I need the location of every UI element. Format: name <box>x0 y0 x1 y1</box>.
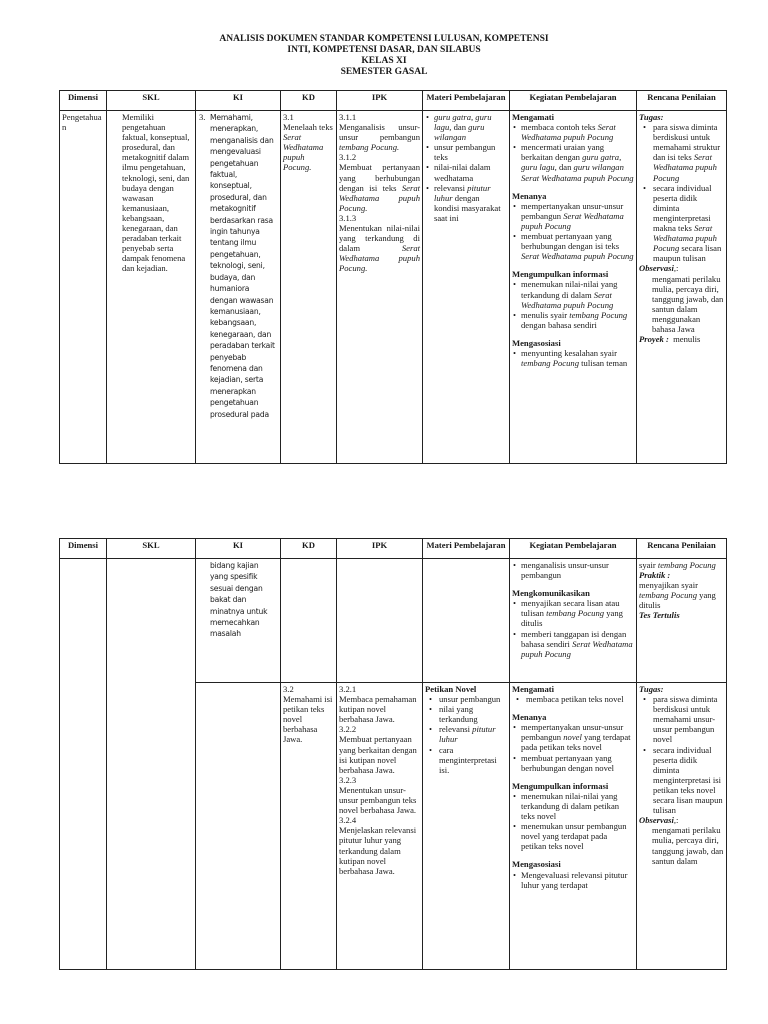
kd-cell <box>281 559 337 683</box>
materi-cell <box>423 559 510 683</box>
section-menanya: Menanya <box>512 190 547 201</box>
section-mengumpulkan: Mengumpulkan informasi <box>512 269 609 280</box>
analysis-table-2 <box>59 538 727 970</box>
observasi-label: Observasi <box>639 263 674 274</box>
header-kd: KD <box>281 91 337 111</box>
ki-text-continued: bidang kajian yang spesifik sesuai dengan bakat dan minatnya untuk memecahkan masalah <box>210 561 268 639</box>
table-header-row <box>60 91 727 111</box>
title-line-1: ANALISIS DOKUMEN STANDAR KOMPETENSI LULUSAN, KOMPETENSI <box>219 34 549 44</box>
list-item: • secara individual peserta didik diminta menginterpretasi makna teks Serat Wedhatama pupuh Pocung secara lisan maupun tulisan <box>653 183 724 264</box>
ipk-item: 3.2.1 Membaca pemahaman kutipan novel berbahasa Jawa. <box>339 684 417 725</box>
kegiatan-cell <box>510 559 637 683</box>
title-line-4: SEMESTER GASAL <box>340 67 428 77</box>
ki-number: 3. <box>199 112 206 122</box>
list-item: • membuat pertanyaan yang berhubungan dengan isi teks Serat Wedhatama pupuh Pocung <box>521 231 634 261</box>
kegiatan-cell <box>510 111 637 464</box>
dimensi-cell <box>60 559 107 970</box>
list-item: • unsur pembangun <box>439 694 507 704</box>
ki-cell <box>196 683 281 970</box>
section-mengasosiasi: Mengasosiasi <box>512 337 561 348</box>
header-kegiatan: Kegiatan Pembelajaran <box>510 91 637 111</box>
skl-cell <box>107 559 196 970</box>
ipk-item: 3.1.1 Menganalisis unsur-unsur pembangun tembang Pocung. <box>339 112 420 153</box>
list-item: • mencermati uraian yang berkaitan dengan guru gatra, guru lagu, dan guru wilangan Serat Wedhatama pupuh Pocung <box>521 142 634 182</box>
list-item: • secara individual peserta didik diminta menginterpretasi isi petikan teks novel secara lisan maupun tulisan <box>653 745 724 816</box>
skl-cell <box>107 111 196 464</box>
list-item: • menemukan unsur pembangun novel yang terdapat pada petikan teks novel <box>521 821 634 851</box>
list-item: • mempertanyakan unsur-unsur pembangun novel yang terdapat pada petikan teks novel <box>521 722 634 752</box>
table-row <box>60 111 727 464</box>
ipk-cell <box>337 559 423 683</box>
header-skl: SKL <box>107 539 196 559</box>
kd-cell <box>281 683 337 970</box>
header-materi: Materi Pembelajaran <box>423 539 510 559</box>
list-item: • menulis syair tembang Pocung dengan bahasa sendiri <box>521 310 634 330</box>
proyek-label: Proyek : <box>639 334 669 345</box>
header-rencana: Rencana Penilaian <box>637 91 727 111</box>
header-materi: Materi Pembelajaran <box>423 91 510 111</box>
ipk-cell <box>337 111 423 464</box>
kegiatan-cell <box>510 683 637 970</box>
kd-text: Menelaah teks <box>283 122 333 133</box>
header-ki: KI <box>196 539 281 559</box>
list-item: • menganalisis unsur-unsur pembangun <box>521 560 634 580</box>
section-mengamati: Mengamati <box>512 112 555 122</box>
list-item: • guru gatra, guru lagu, dan guru wilangan <box>434 112 507 142</box>
rencana-cell: Tugas: • para siswa diminta berdiskusi untuk memahami unsur-unsur pembangun novel • secara individual peserta didik diminta menginterpretasi isi petikan teks novel secara lisan maupun tulisan Observasi,: mengamati perilaku mulia, percaya diri, tanggung jawab, dan santun dalam <box>637 683 727 970</box>
document-title <box>0 34 768 78</box>
header-dimensi: Dimensi <box>60 539 107 559</box>
list-item: • unsur pembangun teks <box>434 142 507 162</box>
ki-cell <box>196 559 281 683</box>
list-item: • Mengevaluasi relevansi pitutur luhur yang terdapat <box>521 870 634 890</box>
list-item: • membuat pertanyaan yang berhubungan dengan novel <box>521 753 634 773</box>
tugas-label: Tugas: <box>639 684 664 694</box>
list-item: • nilai-nilai dalam wedhatama <box>434 162 507 182</box>
kd-number: 3.2 <box>283 684 294 694</box>
list-item: • memberi tanggapan isi dengan bahasa sendiri Serat Wedhatama pupuh Pocung <box>521 629 634 659</box>
dimensi-text: Pengetahuan <box>62 112 102 133</box>
table-header-row <box>60 539 727 559</box>
header-ki: KI <box>196 91 281 111</box>
list-item: • menyunting kesalahan syair tembang Pocung tulisan teman <box>521 348 634 368</box>
ipk-item: 3.1.3 Menentukan nilai-nilai yang terkandung di dalam Serat Wedhatama pupuh Pocung. <box>339 212 420 274</box>
tugas-label: Tugas: <box>639 112 664 122</box>
title-line-2: INTI, KOMPETENSI DASAR, DAN SILABUS <box>287 45 481 55</box>
list-item: • mempertanyakan unsur-unsur pembangun Serat Wedhatama pupuh Pocung <box>521 201 634 231</box>
list-item: • relevansi pitutur luhur dengan kondisi masyarakat saat ini <box>434 183 507 223</box>
observasi-text: mengamati perilaku mulia, percaya diri, tanggung jawab, dan santun dalam menggunakan bahasa Jawa <box>652 273 724 334</box>
ipk-item: 3.2.4 Menjelaskan relevansi pitutur luhur yang terkandung dalam kutipan novel berbahasa Jawa. <box>339 815 417 876</box>
materi-list <box>425 112 507 223</box>
ipk-item: 3.2.2 Membuat pertanyaan yang berkaitan dengan isi kutipan novel berbahasa Jawa. <box>339 724 417 775</box>
dimensi-cell <box>60 111 107 464</box>
skl-text: Memiliki pengetahuan faktual, konseptual, prosedural, dan metakognitif dalam ilmu pengetahuan, teknologi, seni, dan budaya dengan wawasan kemanusiaan, kebangsaan, kenegaraan, dan peradaban terkait penyebab serta dampak fenomena dan kejadian. <box>122 112 190 274</box>
kd-cell <box>281 111 337 464</box>
title-line-3: KELAS XI <box>361 56 407 66</box>
ipk-item: 3.2.3 Menentukan unsur-unsur pembangun teks novel berbahasa Jawa. <box>339 774 417 816</box>
analysis-table-1 <box>59 90 727 464</box>
section-menanya: Menanya <box>512 712 547 723</box>
section-mengkomunikasikan: Mengkomunikasikan <box>512 588 590 599</box>
table-row <box>60 559 727 683</box>
list-item: • menyajikan secara lisan atau tulisan tembang Pocung yang ditulis <box>521 598 634 628</box>
list-item: • para siswa diminta berdiskusi untuk memahami struktur dan isi teks Serat Wedhatama pupuh Pocung <box>653 122 724 183</box>
ki-text: Memahami, menerapkan, menganalisis dan mengevaluasi pengetahuan faktual, konseptual, prosedural, dan metakognitif berdasarkan rasa ingin tahunya tentang ilmu pengetahuan, teknologi, seni, budaya, dan humaniora dengan wawasan kemanusiaan, kebangsaan, kenegaraan, dan peradaban terkait penyebab fenomena dan kejadian, serta menerapkan pengetahuan prosedural pada <box>210 113 275 419</box>
header-rencana: Rencana Penilaian <box>637 539 727 559</box>
section-mengamati: Mengamati <box>512 684 555 694</box>
materi-cell <box>423 683 510 970</box>
header-dimensi: Dimensi <box>60 91 107 111</box>
kd-number: 3.1 <box>283 112 294 122</box>
section-mengasosiasi: Mengasosiasi <box>512 859 561 870</box>
section-mengumpulkan: Mengumpulkan informasi <box>512 780 609 791</box>
ipk-cell <box>337 683 423 970</box>
header-ipk: IPK <box>337 539 423 559</box>
materi-cell <box>423 111 510 464</box>
rencana-cell: Tugas: • para siswa diminta berdiskusi untuk memahami struktur dan isi teks Serat Wedhatama pupuh Pocung • secara individual peserta didik diminta menginterpretasi makna teks Serat Wedhatama pupuh Pocung secara lisan maupun tulisan Observasi,: mengamati perilaku mulia, percaya diri, tanggung jawab, dan santun dalam menggunakan bahasa Jawa Proyek : menulis <box>637 111 727 464</box>
list-item: • menemukan nilai-nilai yang terkandung di dalam Serat Wedhatama pupuh Pocung <box>521 279 634 309</box>
list-item: • membaca contoh teks Serat Wedhatama pupuh Pocung <box>521 122 634 142</box>
praktik-label: Praktik : <box>639 570 671 581</box>
ipk-item: 3.1.2 Membuat pertanyaan yang berhubungan dengan isi teks Serat Wedhatama pupuh Pocung. <box>339 152 420 213</box>
header-skl: SKL <box>107 91 196 111</box>
observasi-text: mengamati perilaku mulia, percaya diri, tanggung jawab, dan santun dalam <box>652 825 724 866</box>
ki-cell <box>196 111 281 464</box>
header-kd: KD <box>281 539 337 559</box>
list-item: • cara menginterpretasi isi. <box>439 745 507 775</box>
rencana-cell: syair tembang Pocung Praktik : menyajikan syair tembang Pocung yang ditulis Tes Tertulis <box>637 559 727 683</box>
materi-title: Petikan Novel <box>425 684 477 694</box>
kd-italic: Serat Wedhatama pupuh Pocung. <box>283 132 324 173</box>
list-item: • relevansi pitutur luhur <box>439 724 507 744</box>
list-item: • nilai yang terkandung <box>439 704 507 724</box>
tes-tertulis-label: Tes Tertulis <box>639 610 680 621</box>
list-item: • para siswa diminta berdiskusi untuk memahami unsur-unsur pembangun novel <box>653 694 724 744</box>
observasi-label: Observasi <box>639 815 674 826</box>
header-ipk: IPK <box>337 91 423 111</box>
list-item: • menemukan nilai-nilai yang terkandung di dalam petikan teks novel <box>521 791 634 821</box>
header-kegiatan: Kegiatan Pembelajaran <box>510 539 637 559</box>
kd-text: Memahami isi petikan teks novel berbahasa Jawa. <box>283 694 333 745</box>
proyek-text: menulis <box>673 334 701 345</box>
list-item: • membaca petikan teks novel <box>526 694 634 704</box>
